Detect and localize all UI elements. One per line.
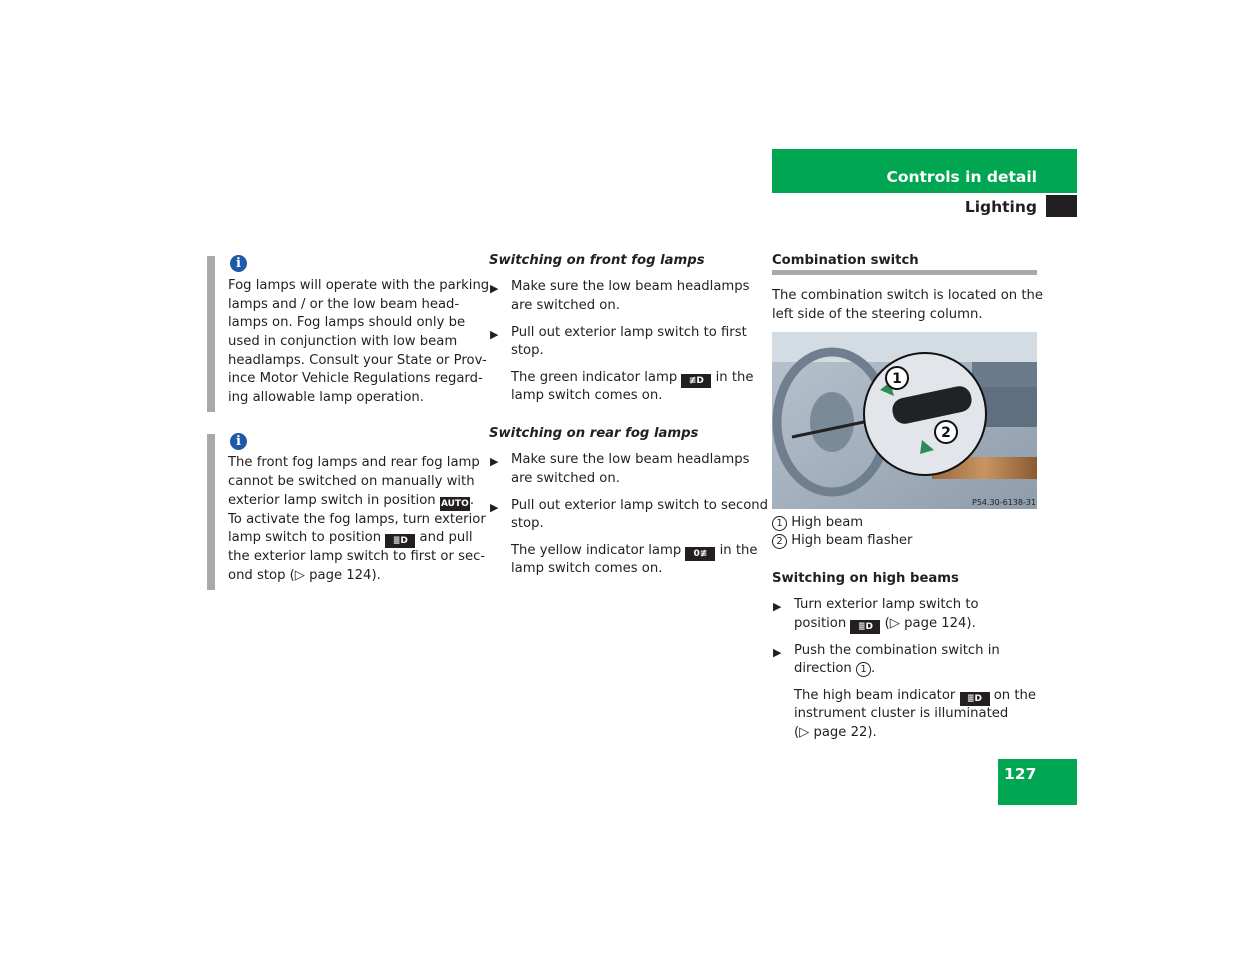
result-line bbox=[511, 369, 753, 388]
result-text: lamp switch comes on. bbox=[511, 388, 663, 403]
info-line bbox=[228, 492, 474, 511]
result-text: The green indicator lamp bbox=[511, 370, 678, 385]
result-text: on the bbox=[993, 688, 1036, 703]
step-text: Make sure the low beam headlamps bbox=[511, 452, 750, 467]
info-line: The front fog lamps and rear fog lamp bbox=[228, 455, 480, 470]
section-title: Controls in detail bbox=[886, 168, 1037, 186]
front-fog-heading: Switching on front fog lamps bbox=[489, 253, 705, 268]
high-beams-heading: Switching on high beams bbox=[772, 571, 959, 586]
result-text: in the bbox=[719, 543, 758, 558]
info-box-2-sidebar bbox=[207, 434, 215, 590]
step-text: are switched on. bbox=[511, 471, 620, 486]
bullet-icon: ▶ bbox=[490, 282, 499, 295]
result-line bbox=[794, 687, 1036, 706]
info-line: To activate the fog lamps, turn exterior bbox=[228, 512, 486, 527]
step-text: . bbox=[871, 661, 876, 676]
step-text: (▷ page 124). bbox=[884, 616, 976, 631]
step-text: Make sure the low beam headlamps bbox=[511, 279, 750, 294]
photo-callout-2: 2 bbox=[941, 425, 951, 441]
result-text: lamp switch comes on. bbox=[511, 561, 663, 576]
page-number-box bbox=[998, 759, 1077, 805]
result-text: The yellow indicator lamp bbox=[511, 543, 682, 558]
step-text: stop. bbox=[511, 516, 544, 531]
step-text: stop. bbox=[511, 343, 544, 358]
step-line bbox=[794, 660, 875, 679]
info-line: used in conjunction with low beam bbox=[228, 334, 458, 349]
subsection-title: Lighting bbox=[964, 198, 1037, 216]
legend-number: 2 bbox=[772, 534, 787, 549]
info-line: ing allowable lamp operation. bbox=[228, 390, 424, 405]
info-text: lamp switch to position bbox=[228, 530, 382, 545]
intro-text: left side of the steering column. bbox=[772, 307, 983, 322]
result-text: instrument cluster is illuminated bbox=[794, 706, 1009, 721]
step-text: direction bbox=[794, 661, 852, 676]
legend-item bbox=[772, 532, 912, 551]
info-line: lamps on. Fog lamps should only be bbox=[228, 315, 466, 330]
low-beam-icon: ≣D bbox=[850, 620, 880, 634]
step-text: Push the combination switch in bbox=[794, 643, 1000, 658]
legend-label: High beam bbox=[791, 515, 864, 530]
info-text: exterior lamp switch in position bbox=[228, 493, 436, 508]
high-beam-indicator-icon: ≣D bbox=[960, 692, 990, 706]
step-line bbox=[794, 615, 976, 634]
bullet-icon: ▶ bbox=[490, 501, 499, 514]
info-line: the exterior lamp switch to first or sec- bbox=[228, 549, 486, 564]
page-number: 127 bbox=[1004, 765, 1037, 783]
bullet-icon: ▶ bbox=[773, 600, 782, 613]
photo-callout-1: 1 bbox=[892, 371, 902, 387]
section-header-bar bbox=[772, 149, 1077, 193]
info-line: ond stop (▷ page 124). bbox=[228, 568, 381, 583]
info-icon: i bbox=[230, 255, 247, 272]
legend-item bbox=[772, 514, 863, 533]
front-fog-lamp-icon: ≢D bbox=[681, 374, 711, 388]
bullet-icon: ▶ bbox=[490, 328, 499, 341]
header-marker-block bbox=[1046, 195, 1077, 217]
result-text: (▷ page 22). bbox=[794, 725, 877, 740]
info-text: and pull bbox=[419, 530, 473, 545]
info-text: . bbox=[469, 493, 475, 508]
legend-label: High beam flasher bbox=[791, 533, 913, 548]
intro-text: The combination switch is located on the bbox=[772, 288, 1044, 303]
step-text: are switched on. bbox=[511, 298, 620, 313]
low-beam-icon: ≣D bbox=[385, 534, 415, 548]
bullet-icon: ▶ bbox=[773, 646, 782, 659]
direction-number: 1 bbox=[856, 662, 871, 677]
step-text: position bbox=[794, 616, 847, 631]
combination-switch-heading: Combination switch bbox=[772, 253, 919, 268]
heading-rule bbox=[772, 270, 1037, 275]
info-icon: i bbox=[230, 433, 247, 450]
info-line: ince Motor Vehicle Regulations regard- bbox=[228, 371, 483, 386]
info-line: headlamps. Consult your State or Prov- bbox=[228, 353, 487, 368]
info-line: lamps and / or the low beam head- bbox=[228, 297, 460, 312]
rear-fog-lamp-icon: 0≢ bbox=[685, 547, 715, 561]
bullet-icon: ▶ bbox=[490, 455, 499, 468]
legend-number: 1 bbox=[772, 516, 787, 531]
result-text: in the bbox=[715, 370, 754, 385]
photo-code: P54.30-6138-31 bbox=[972, 498, 1037, 507]
result-line bbox=[511, 542, 757, 561]
info-line bbox=[228, 529, 473, 548]
auto-switch-icon: AUTO bbox=[440, 499, 469, 509]
step-text: Pull out exterior lamp switch to second bbox=[511, 498, 769, 513]
result-text: The high beam indicator bbox=[794, 688, 956, 703]
step-text: Turn exterior lamp switch to bbox=[794, 597, 979, 612]
info-box-1-sidebar bbox=[207, 256, 215, 412]
info-line: cannot be switched on manually with bbox=[228, 474, 475, 489]
rear-fog-heading: Switching on rear fog lamps bbox=[489, 426, 699, 441]
info-line: Fog lamps will operate with the parking bbox=[228, 278, 490, 293]
combination-switch-photo bbox=[772, 332, 1037, 509]
step-text: Pull out exterior lamp switch to first bbox=[511, 325, 747, 340]
